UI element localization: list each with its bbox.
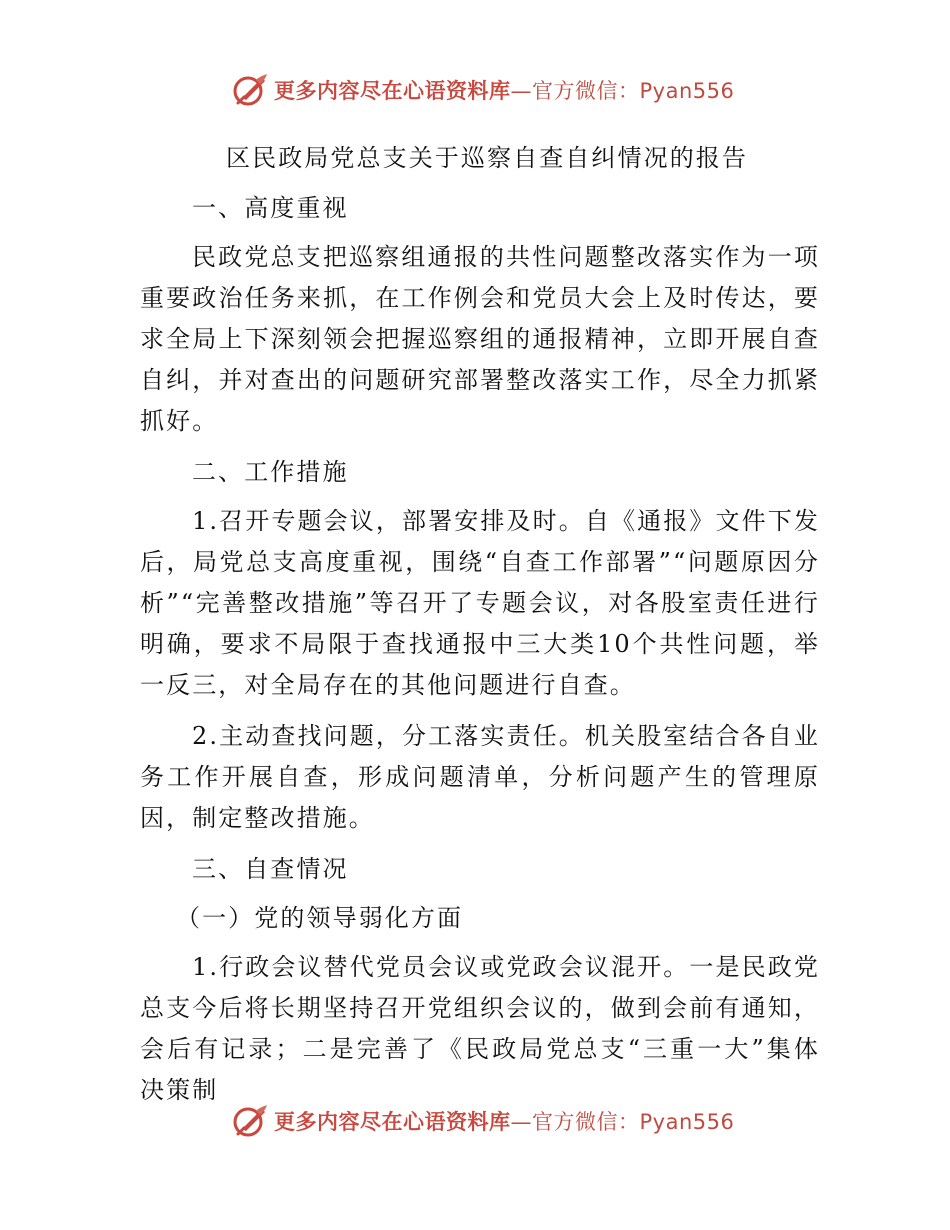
section2-heading: 二、工作措施 [192, 458, 349, 486]
document-body [140, 138, 820, 1121]
quill-logo-icon [232, 1103, 270, 1139]
section3-subheading: （一）党的领导弱化方面 [176, 904, 464, 932]
section3-paragraph-1: 1.行政会议替代党员会议或党政会议混开。一是民政党总支今后将长期坚持召开党组织会议的，做到会前有通知，会后有记录；二是完善了《民政局党总支“三重一大”集体决策制 [140, 953, 820, 1104]
watermark-banner-top [232, 70, 734, 110]
section2-paragraph-1: 1.召开专题会议，部署安排及时。自《通报》文件下发后，局党总支高度重视，围绕“自查工作部署”“问题原因分析”“完善整改措施”等召开了专题会议，对各股室责任进行明确，要求不局限于查找通报中三大类10个共性问题，举一反三，对全局存在的其他问题进行自查。 [140, 507, 820, 699]
section3-heading: 三、自查情况 [192, 855, 349, 883]
watermark-wechat-text: —官方微信：Pyan556 [510, 1110, 735, 1134]
section1-heading: 一、高度重视 [192, 194, 349, 222]
watermark-main-text: 更多内容尽在心语资料库 [274, 1110, 511, 1134]
section1-paragraph: 民政党总支把巡察组通报的共性问题整改落实作为一项重要政治任务来抓，在工作例会和党员大会上及时传达，要求全局上下深刻领会把握巡察组的通报精神，立即开展自查自纠，并对查出的问题研究部署整改落实工作，尽全力抓紧抓好。 [140, 243, 820, 435]
document-title: 区民政局党总支关于巡察自查自纠情况的报告 [226, 144, 748, 172]
watermark-main-text: 更多内容尽在心语资料库 [274, 79, 511, 103]
quill-logo-icon [232, 72, 270, 108]
watermark-banner-bottom [232, 1101, 734, 1141]
section2-paragraph-2: 2.主动查找问题，分工落实责任。机关股室结合各自业务工作开展自查，形成问题清单，分析问题产生的管理原因，制定整改措施。 [140, 722, 820, 832]
watermark-wechat-text: —官方微信：Pyan556 [510, 79, 735, 103]
